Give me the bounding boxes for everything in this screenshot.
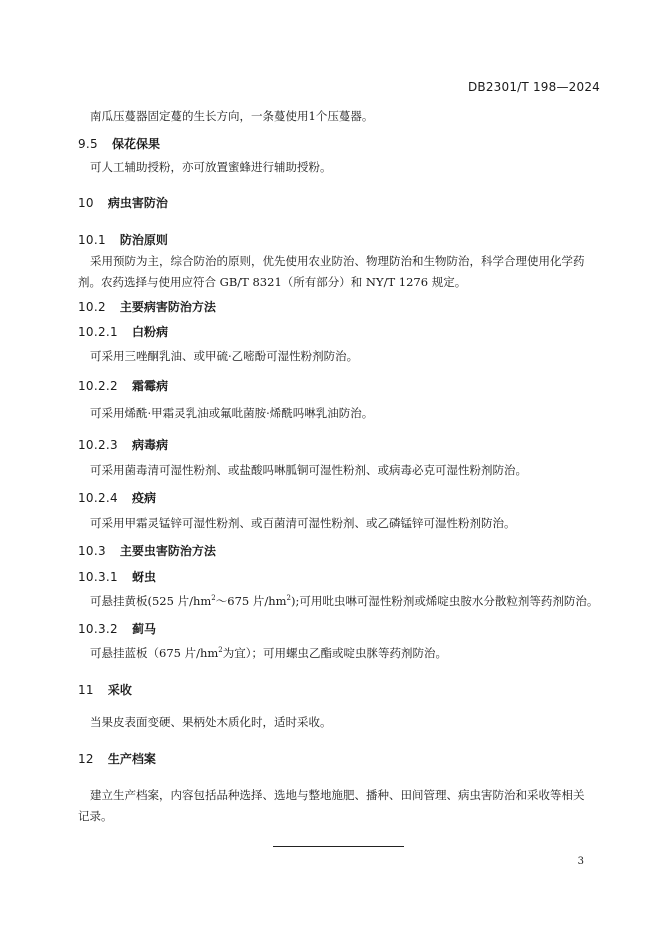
section-number: 9.5: [78, 137, 98, 151]
text-run: ～675 片/hm: [215, 594, 287, 608]
superscript: 2: [211, 594, 216, 603]
paragraph-11: 当果皮表面变硬、果柄处木质化时，适时采收。: [90, 715, 332, 729]
section-number: 10.2.4: [78, 491, 118, 505]
section-title: 防治原则: [119, 233, 168, 247]
heading-10-2-2: [78, 377, 168, 394]
paragraph-9-5: 可人工辅助授粉，亦可放置蜜蜂进行辅助授粉。: [90, 160, 332, 174]
section-number: 10.3.1: [78, 570, 118, 584]
section-title: 主要病害防治方法: [119, 300, 216, 314]
section-title: 蚜虫: [131, 570, 156, 584]
paragraph-10-2-1: 可采用三唑酮乳油、或甲硫·乙嘧酚可湿性粉剂防治。: [90, 349, 359, 363]
section-title: 蓟马: [131, 622, 156, 636]
heading-10-2-1: [78, 323, 168, 340]
heading-10: [78, 194, 168, 211]
document-code: DB2301/T 198—2024: [467, 80, 600, 94]
heading-12: [78, 750, 156, 767]
paragraph-10-1-line-1: 采用预防为主，综合防治的原则，优先使用农业防治、物理防治和生物防治，科学合理使用化学药: [90, 254, 585, 268]
heading-10-3: [78, 542, 216, 559]
section-number: 11: [78, 683, 94, 697]
section-number: 10.2: [78, 300, 106, 314]
heading-9-5: [78, 135, 160, 152]
heading-10-1: [78, 231, 168, 248]
paragraph-10-3-2: [90, 643, 602, 664]
section-title: 疫病: [131, 491, 156, 505]
heading-10-2-4: [78, 489, 156, 506]
heading-10-2-3: [78, 436, 168, 453]
paragraph-10-3-1: [90, 591, 602, 612]
section-title: 保花保果: [111, 137, 160, 151]
superscript: 2: [218, 646, 223, 655]
paragraph-10-1-line-2: 剂。农药选择与使用应符合 GB/T 8321（所有部分）和 NY/T 1276 规定。: [78, 275, 467, 289]
text-run: 可悬挂黄板(525 片/hm: [90, 594, 212, 608]
section-number: 10.1: [78, 233, 106, 247]
section-title: 霜霉病: [131, 379, 168, 393]
section-title: 生产档案: [107, 752, 156, 766]
section-title: 病虫害防治: [107, 196, 168, 210]
paragraph-12-line-1: 建立生产档案，内容包括品种选择、选地与整地施肥、播种、田间管理、病虫害防治和采收等相关: [90, 788, 585, 802]
superscript: 2: [286, 594, 292, 603]
section-title: 主要虫害防治方法: [119, 544, 216, 558]
section-title: 白粉病: [131, 325, 168, 339]
section-title: 采收: [107, 683, 132, 697]
section-number: 10.2.2: [78, 379, 118, 393]
paragraph-10-2-4: 可采用甲霜灵锰锌可湿性粉剂、或百菌清可湿性粉剂、或乙磷锰锌可湿性粉剂防治。: [90, 516, 516, 530]
heading-10-3-1: [78, 568, 156, 585]
section-number: 10.2.3: [78, 438, 118, 452]
text-run: 为宜）；可用螺虫乙酯或啶虫脒等药剂防治。: [222, 646, 448, 660]
section-number: 10.2.1: [78, 325, 118, 339]
heading-10-3-2: [78, 620, 156, 637]
heading-10-2: [78, 298, 216, 315]
section-number: 10.3: [78, 544, 106, 558]
section-title: 病毒病: [131, 438, 168, 452]
paragraph-intro: 南瓜压蔓器固定蔓的生长方向，一条蔓使用1个压蔓器。: [90, 109, 374, 123]
section-number: 10: [78, 196, 94, 210]
section-number: 10.3.2: [78, 622, 118, 636]
text-run: 可悬挂蓝板（675 片/hm: [90, 646, 219, 660]
section-number: 12: [78, 752, 94, 766]
paragraph-10-2-2: 可采用烯酰·甲霜灵乳油或氟吡菌胺·烯酰吗啉乳油防治。: [90, 406, 374, 420]
heading-11: [78, 681, 132, 698]
end-rule: [273, 846, 404, 847]
paragraph-10-2-3: 可采用菌毒清可湿性粉剂、或盐酸吗啉胍铜可湿性粉剂、或病毒必克可湿性粉剂防治。: [90, 463, 527, 477]
text-run: );可用吡虫啉可湿性粉剂或烯啶虫胺水分散粒剂等药剂防治。: [291, 594, 599, 608]
page-number: 3: [577, 856, 584, 867]
paragraph-12-line-2: 记录。: [78, 809, 113, 823]
